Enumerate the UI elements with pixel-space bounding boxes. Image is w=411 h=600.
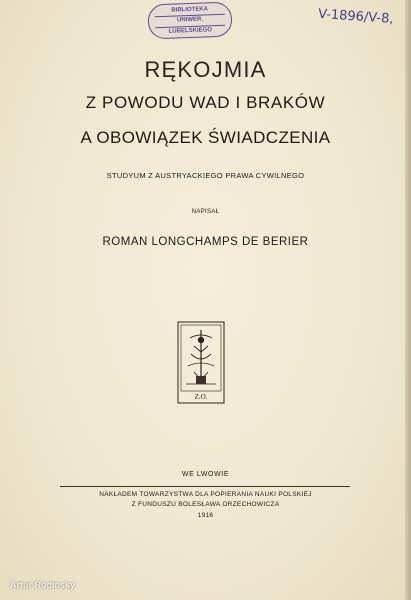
handwritten-shelfmark: V-1896/V-8,: [317, 6, 394, 28]
study-line: STUDYUM Z AUSTRYACKIEGO PRAWA CYWILNEGO: [106, 171, 305, 180]
publisher-line-2: Z FUNDUSZU BOLESŁAWA ORZECHOWICZA: [131, 501, 280, 508]
subtitle-line-1: Z POWODU WAD I BRAKÓW: [85, 93, 326, 112]
publication-place: WE LWOWIE: [181, 471, 230, 478]
stamp-line-1: BIBLIOTEKA: [171, 6, 209, 14]
author-name: ROMAN LONGCHAMPS DE BERIER: [102, 236, 309, 248]
library-stamp: [147, 2, 232, 40]
stamp-line-2: UNIWER.: [176, 16, 204, 24]
divider-rule: [60, 486, 350, 487]
emblem-initials: Z.O.: [194, 393, 208, 401]
stamp-line-3: LUBELSKIEGO: [168, 27, 213, 35]
wrote-label: NAPISAŁ: [191, 209, 220, 215]
publisher-line-1: NAKŁADEM TOWARZYSTWA DLA POPIERANIA NAUKI POLSKIEJ: [99, 491, 312, 498]
printer-emblem-icon: [176, 320, 226, 405]
page-edge: [405, 0, 411, 600]
watermark: Artur Rodinsky: [10, 580, 76, 590]
book-title: RĘKOJMIA: [144, 57, 267, 82]
subtitle-line-2: A OBOWIĄZEK ŚWIADCZENIA: [80, 128, 331, 147]
publication-year: 1916: [197, 512, 214, 519]
stamp-band: [155, 14, 225, 28]
